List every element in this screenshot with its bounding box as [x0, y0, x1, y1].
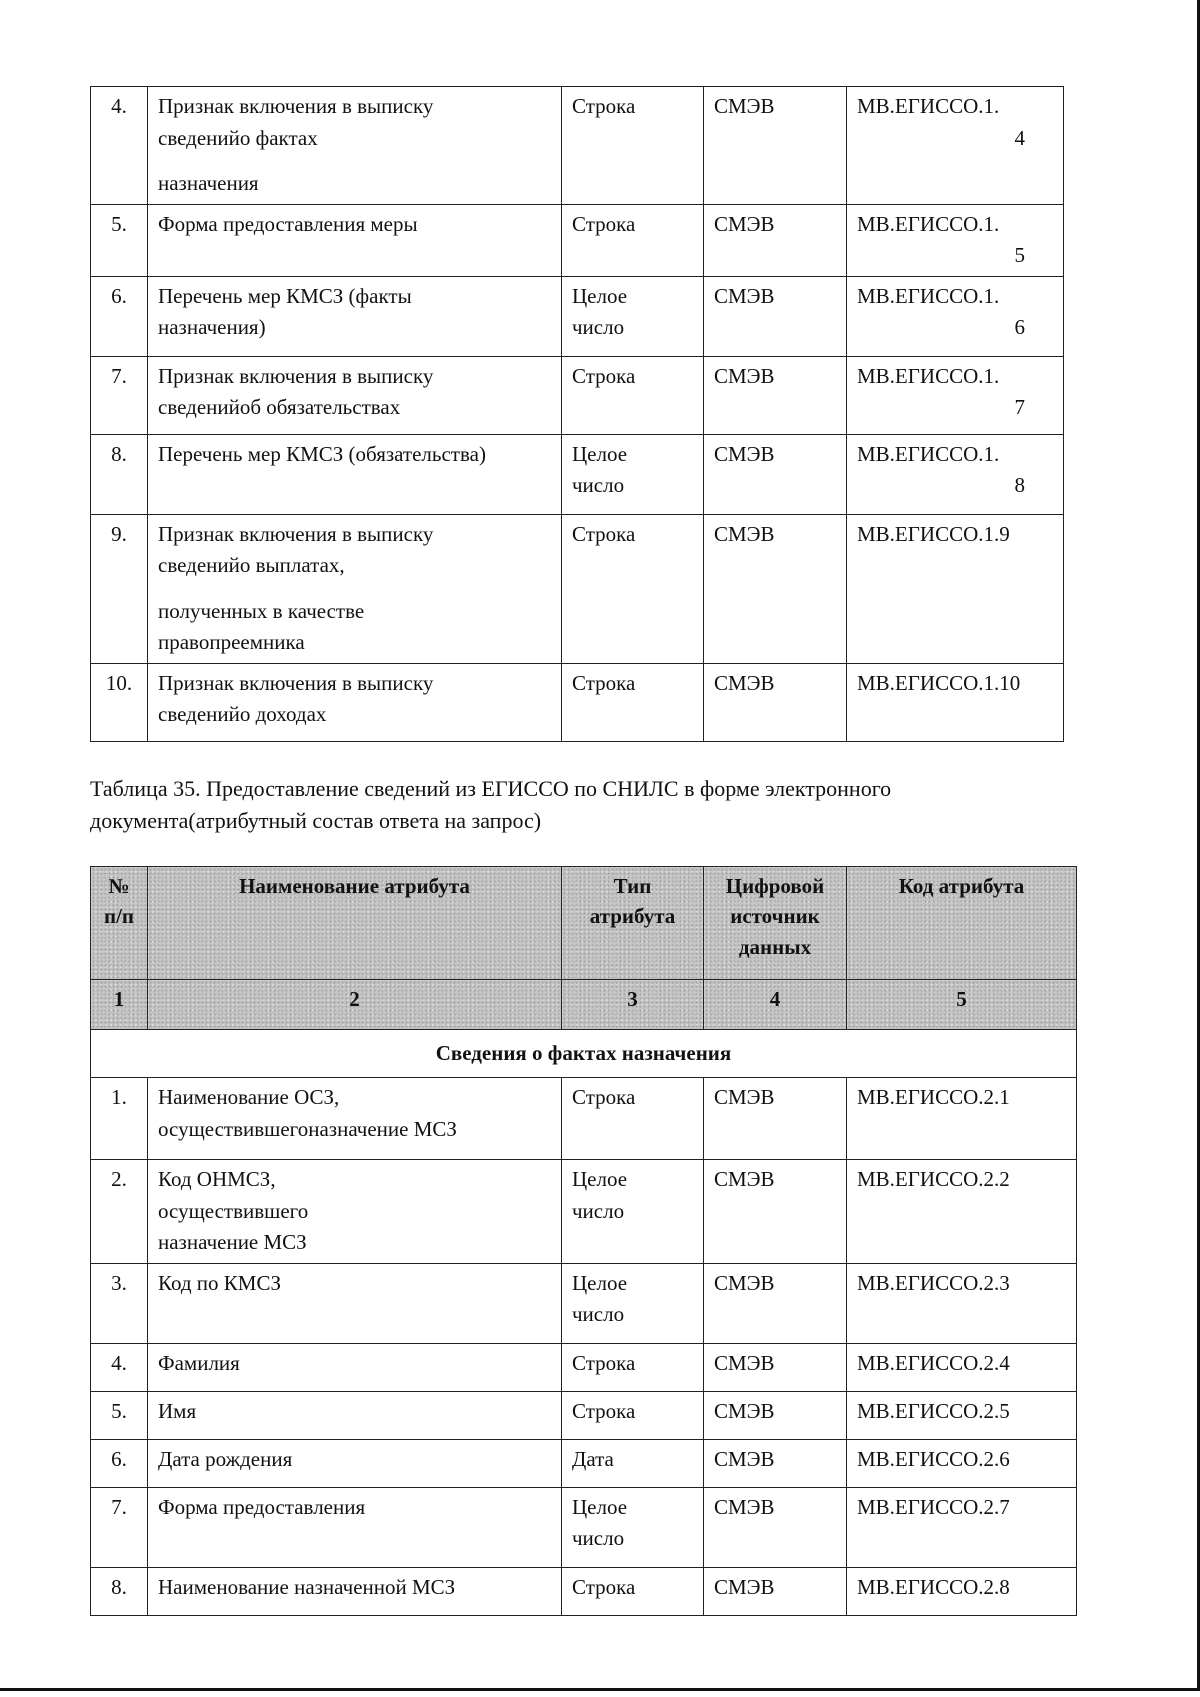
attribute-code: МВ.ЕГИССО.2.7 — [847, 1487, 1077, 1567]
attribute-type — [562, 1487, 704, 1567]
attribute-code: МВ.ЕГИССО.2.4 — [847, 1343, 1077, 1391]
attribute-name-line: Перечень мер КМСЗ (факты — [158, 283, 412, 308]
header-name: Наименование атрибута — [148, 867, 562, 980]
attribute-name — [148, 1439, 562, 1487]
table-header-row — [91, 867, 1077, 980]
table-row — [91, 276, 1064, 356]
table-row — [91, 514, 1064, 663]
attribute-name — [148, 1343, 562, 1391]
data-source: СМЭВ — [704, 434, 847, 514]
type-line: число — [572, 473, 625, 497]
row-number: 2. — [91, 1160, 148, 1264]
type-line: число — [572, 315, 625, 339]
table-row — [91, 1343, 1077, 1391]
attribute-code: МВ.ЕГИССО.2.5 — [847, 1391, 1077, 1439]
attribute-type: Строка — [562, 514, 704, 663]
attribute-table-continued — [90, 86, 1064, 742]
attribute-name-line: осуществившегоназначение МСЗ — [158, 1116, 457, 1141]
attribute-type: Строка — [562, 1078, 704, 1160]
attribute-code-line: МВ.ЕГИССО.1.9 — [857, 521, 1010, 546]
attribute-name — [148, 1160, 562, 1264]
attribute-code — [847, 514, 1064, 663]
row-number: 4. — [91, 87, 148, 205]
attribute-type — [562, 1263, 704, 1343]
type-line: число — [572, 1198, 625, 1223]
attribute-name-line: назначения — [158, 171, 259, 195]
attribute-name — [148, 204, 562, 276]
attribute-name-line: полученных в качестве — [158, 598, 365, 623]
data-source: СМЭВ — [704, 1567, 847, 1615]
attribute-type — [562, 276, 704, 356]
attribute-code: МВ.ЕГИССО.2.2 — [847, 1160, 1077, 1264]
data-source: СМЭВ — [704, 1263, 847, 1343]
row-number: 1. — [91, 1078, 148, 1160]
header-source: Цифровой источник данных — [704, 867, 847, 980]
attribute-code-line: МВ.ЕГИССО.1. — [857, 283, 1000, 308]
row-number: 4. — [91, 1343, 148, 1391]
attribute-name-line: Наименование ОСЗ, — [158, 1085, 340, 1109]
attribute-name — [148, 1391, 562, 1439]
attribute-type: Дата — [562, 1439, 704, 1487]
attribute-code: МВ.ЕГИССО.2.1 — [847, 1078, 1077, 1160]
table-row — [91, 434, 1064, 514]
header-code: Код атрибута — [847, 867, 1077, 980]
attribute-name-line: Имя — [158, 1398, 197, 1423]
attribute-code-line: 4 — [1014, 125, 1025, 150]
attribute-type: Строка — [562, 1391, 704, 1439]
attribute-type: Строка — [562, 1567, 704, 1615]
attribute-table-35 — [90, 866, 1077, 1616]
row-number: 9. — [91, 514, 148, 663]
attribute-code-line: 7 — [1014, 395, 1025, 419]
row-number: 3. — [91, 1263, 148, 1343]
attribute-code — [847, 663, 1064, 741]
row-number: 6. — [91, 276, 148, 356]
attribute-name — [148, 276, 562, 356]
attribute-code — [847, 356, 1064, 434]
attribute-code: МВ.ЕГИССО.2.8 — [847, 1567, 1077, 1615]
table-row — [91, 204, 1064, 276]
data-source: СМЭВ — [704, 204, 847, 276]
table-row — [91, 1078, 1077, 1160]
attribute-type: Строка — [562, 204, 704, 276]
data-source: СМЭВ — [704, 1487, 847, 1567]
row-number: 5. — [91, 1391, 148, 1439]
attribute-name-line: Перечень мер КМСЗ (обязательства) — [158, 441, 486, 466]
attribute-code: МВ.ЕГИССО.2.3 — [847, 1263, 1077, 1343]
table-row — [91, 663, 1064, 741]
section-row — [91, 1030, 1077, 1078]
attribute-code — [847, 434, 1064, 514]
data-source: СМЭВ — [704, 276, 847, 356]
attribute-name-line: сведенийо фактах — [158, 125, 318, 150]
type-line: Целое — [572, 441, 628, 466]
attribute-code-line: 8 — [1014, 473, 1025, 497]
row-number: 7. — [91, 356, 148, 434]
table-row — [91, 356, 1064, 434]
data-source: СМЭВ — [704, 87, 847, 205]
column-number: 3 — [562, 980, 704, 1030]
column-number: 2 — [148, 980, 562, 1030]
attribute-code-line: МВ.ЕГИССО.1. — [857, 363, 1000, 388]
type-line: Целое — [572, 1270, 628, 1295]
attribute-name-line: Форма предоставления — [158, 1494, 366, 1519]
row-number: 10. — [91, 663, 148, 741]
type-line: число — [572, 1526, 625, 1550]
attribute-name — [148, 1487, 562, 1567]
attribute-code-line: 6 — [1014, 315, 1025, 339]
table-row — [91, 1263, 1077, 1343]
attribute-type: Строка — [562, 663, 704, 741]
attribute-type — [562, 1160, 704, 1264]
row-number: 8. — [91, 1567, 148, 1615]
attribute-name — [148, 663, 562, 741]
attribute-name — [148, 514, 562, 663]
data-source: СМЭВ — [704, 1391, 847, 1439]
attribute-type — [562, 434, 704, 514]
attribute-name-line: Форма предоставления меры — [158, 211, 418, 236]
attribute-code: МВ.ЕГИССО.2.6 — [847, 1439, 1077, 1487]
header-num: № п/п — [91, 867, 148, 980]
attribute-name-line: Признак включения в выписку — [158, 94, 434, 118]
table-row — [91, 1439, 1077, 1487]
attribute-code-line: МВ.ЕГИССО.1.10 — [857, 670, 1021, 695]
attribute-code-line: 5 — [1014, 243, 1025, 267]
attribute-name-line: Наименование назначенной МСЗ — [158, 1574, 456, 1599]
table-row — [91, 1391, 1077, 1439]
column-number: 1 — [91, 980, 148, 1030]
attribute-name-line: Код по КМСЗ — [158, 1270, 281, 1295]
attribute-code — [847, 204, 1064, 276]
table-row — [91, 1487, 1077, 1567]
attribute-name — [148, 1567, 562, 1615]
column-number-row — [91, 980, 1077, 1030]
page-edge-bottom — [0, 1688, 1200, 1691]
attribute-name — [148, 434, 562, 514]
data-source: СМЭВ — [704, 1160, 847, 1264]
attribute-name-line: Признак включения в выписку — [158, 521, 434, 546]
attribute-name-line: осуществившего — [158, 1198, 309, 1223]
column-number: 4 — [704, 980, 847, 1030]
attribute-code — [847, 276, 1064, 356]
attribute-type: Строка — [562, 1343, 704, 1391]
attribute-name-line: правопреемника — [158, 630, 305, 654]
data-source: СМЭВ — [704, 356, 847, 434]
attribute-name-line: сведенийоб обязательствах — [158, 395, 401, 419]
attribute-name-line: Код ОНМСЗ, — [158, 1167, 276, 1191]
data-source: СМЭВ — [704, 663, 847, 741]
attribute-name — [148, 1078, 562, 1160]
type-line: число — [572, 1302, 625, 1326]
type-line: Целое — [572, 283, 628, 308]
header-type: Тип атрибута — [562, 867, 704, 980]
attribute-code — [847, 87, 1064, 205]
data-source: СМЭВ — [704, 1343, 847, 1391]
attribute-name-line: Признак включения в выписку — [158, 670, 434, 695]
type-line: Целое — [572, 1494, 628, 1519]
row-number: 7. — [91, 1487, 148, 1567]
attribute-table-continued-body — [91, 87, 1064, 742]
section-title: Сведения о фактах назначения — [91, 1030, 1077, 1078]
attribute-name — [148, 1263, 562, 1343]
row-number: 5. — [91, 204, 148, 276]
attribute-name — [148, 356, 562, 434]
row-number: 6. — [91, 1439, 148, 1487]
attribute-type: Строка — [562, 87, 704, 205]
attribute-name-line: сведенийо выплатах, — [158, 553, 345, 577]
attribute-name-line: назначение МСЗ — [158, 1230, 307, 1254]
column-number: 5 — [847, 980, 1077, 1030]
attribute-code-line: МВ.ЕГИССО.1. — [857, 441, 1000, 466]
table-caption: Таблица 35. Предоставление сведений из ЕГИССО по СНИЛС в форме электронного документа(атрибутный состав ответа на запрос) — [90, 776, 892, 833]
attribute-name-line: назначения) — [158, 315, 266, 339]
type-line: Целое — [572, 1167, 628, 1191]
table-row — [91, 87, 1064, 205]
attribute-name — [148, 87, 562, 205]
table-row — [91, 1567, 1077, 1615]
attribute-name-line: Дата рождения — [158, 1446, 293, 1471]
row-number: 8. — [91, 434, 148, 514]
data-source: СМЭВ — [704, 514, 847, 663]
table-row — [91, 1160, 1077, 1264]
attribute-name-line: Признак включения в выписку — [158, 363, 434, 388]
data-source: СМЭВ — [704, 1439, 847, 1487]
attribute-name-line: сведенийо доходах — [158, 702, 327, 726]
attribute-table-35-body — [91, 1078, 1077, 1616]
attribute-name-line: Фамилия — [158, 1350, 240, 1375]
attribute-code-line: МВ.ЕГИССО.1. — [857, 211, 1000, 236]
data-source: СМЭВ — [704, 1078, 847, 1160]
attribute-type: Строка — [562, 356, 704, 434]
attribute-code-line: МВ.ЕГИССО.1. — [857, 94, 1000, 118]
